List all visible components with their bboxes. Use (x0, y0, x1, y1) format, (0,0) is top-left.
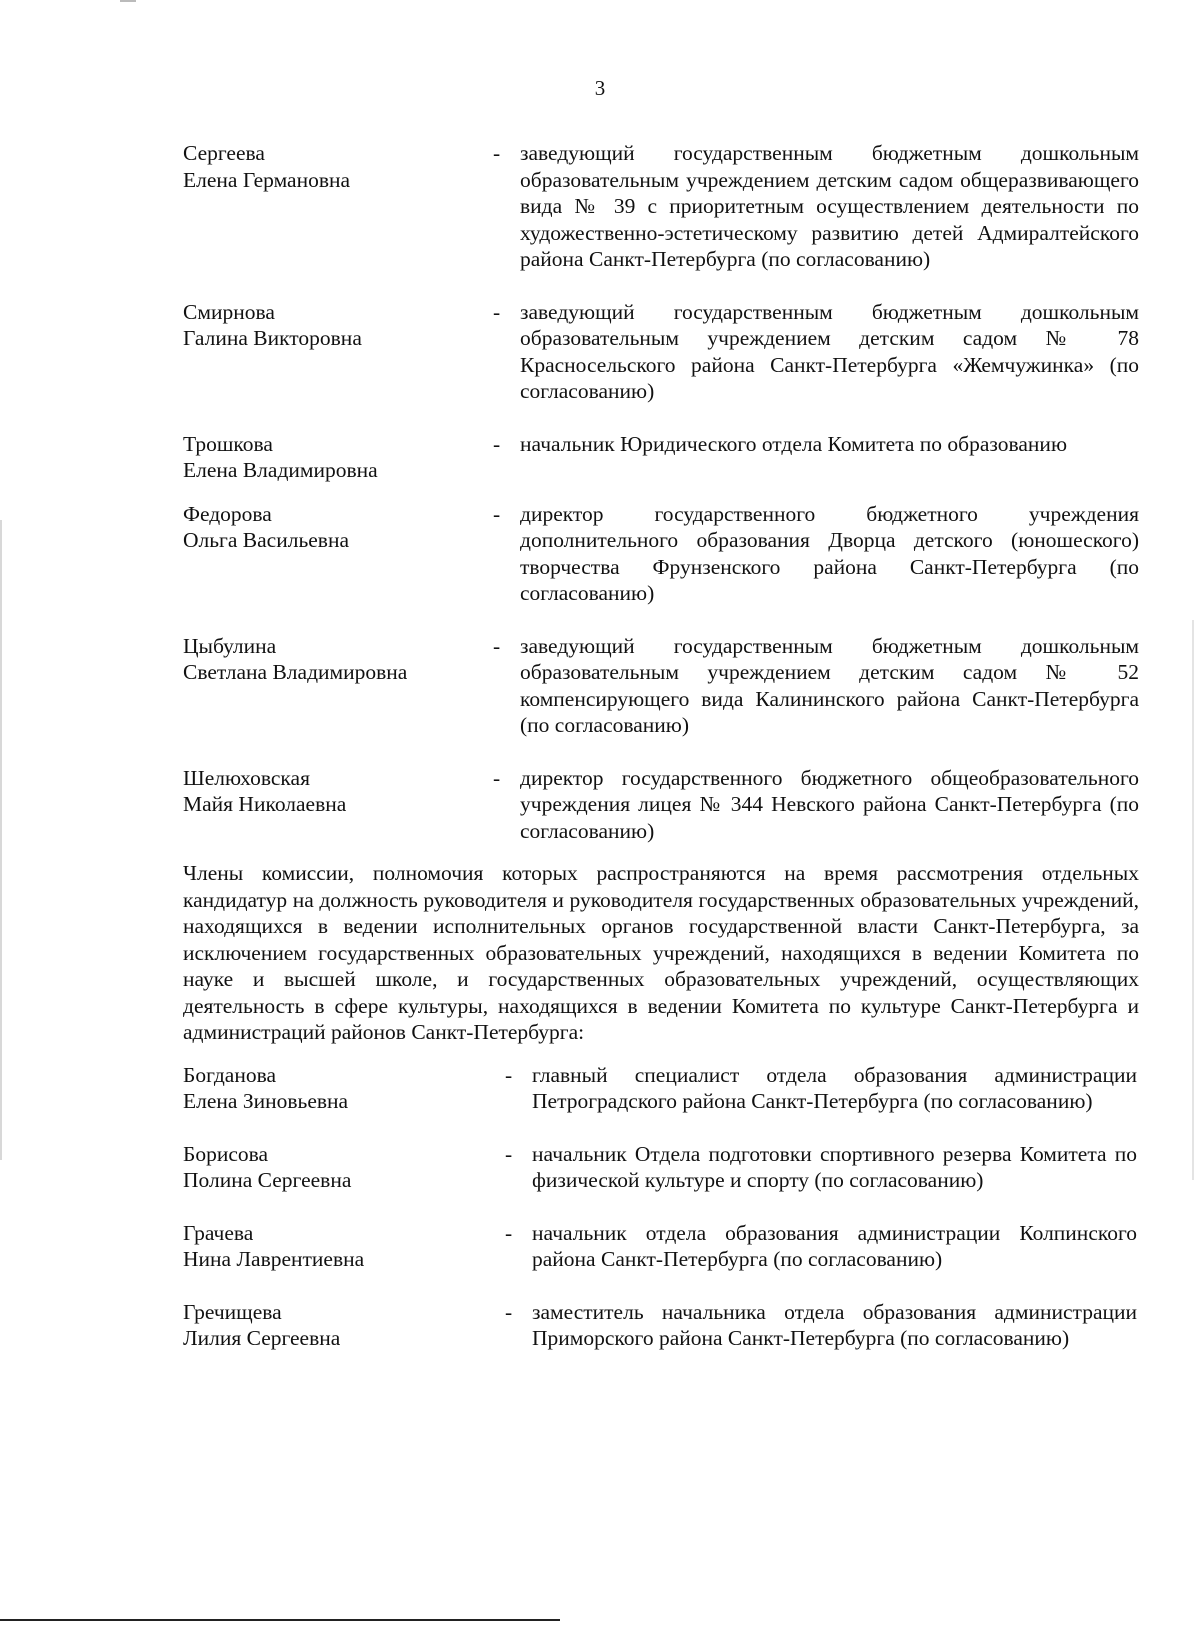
member-given-names: Ольга Васильевна (183, 528, 350, 552)
page-number: 3 (594, 76, 606, 100)
member-surname: Богданова (183, 1062, 276, 1087)
member-position: начальник Юридического отдела Комитета по образованию (520, 431, 1068, 456)
scan-edge-right (1192, 620, 1194, 1180)
member-given-names: Нина Лаврентиевна (183, 1247, 365, 1271)
member-position: начальник отдела образования администрации Колпинского района Санкт-Петербурга (по согласованию) (532, 1220, 1137, 1271)
member-surname: Гречищева (183, 1299, 282, 1324)
member-surname: Борисова (183, 1141, 269, 1166)
member-name (183, 1141, 493, 1194)
member-given-names: Елена Германовна (183, 167, 351, 192)
dash-separator: - (493, 141, 501, 165)
member-position: заведующий государственным бюджетным дошкольным образовательным учреждением детским садом общеразвивающего вида № 39 с приоритетным осуществлением деятельности по художественно-эстетическому развитию детей Адмиралтейского района Санкт-Петербурга (по согласованию) (520, 141, 1139, 271)
member-name (183, 633, 493, 686)
member-position: директор государственного бюджетного общеобразовательного учреждения лицея № 344 Невского района Санкт-Петербурга (по согласованию) (520, 765, 1139, 843)
member-name (183, 1220, 493, 1273)
member-entry (183, 140, 1139, 273)
member-entry (183, 1299, 1139, 1352)
member-name (183, 1299, 493, 1352)
member-entry (183, 633, 1139, 739)
member-position: заведующий государственным бюджетным дошкольным образовательным учреждением детским садом № 52 компенсирующего вида Калининского района Санкт-Петербурга (по согласованию) (520, 633, 1139, 737)
member-position: заместитель начальника отдела образования администрации Приморского района Санкт-Петербурга (по согласованию) (532, 1299, 1137, 1350)
member-position: главный специалист отдела образования администрации Петроградского района Санкт-Петербурга (по согласованию) (532, 1062, 1137, 1113)
member-entry (183, 299, 1139, 405)
member-surname: Федорова (183, 501, 272, 526)
member-surname: Грачева (183, 1220, 254, 1245)
dash-separator: - (493, 633, 501, 658)
member-surname: Трошкова (183, 431, 273, 456)
members-paragraph: Члены комиссии, полномочия которых распространяются на время рассмотрения отдельных кандидатур на должность руководителя и руководителя государственных образовательных учреждений, находящихся в ведении исполнительных органов государственной власти Санкт-Петербурга, за исключением государственных образовательных учреждений, находящихся в ведении Комитета по науке и высшей школе, и государственных образовательных учреждений, осуществляющих деятельность в сфере культуры, находящихся в ведении Комитета по культуре Санкт-Петербурга и администраций районов Санкт-Петербурга: (183, 861, 1139, 1044)
member-given-names: Светлана Владимировна (183, 660, 408, 684)
scan-bottom-line (0, 1619, 560, 1621)
member-entry (183, 501, 1139, 607)
member-given-names: Елена Владимировна (183, 458, 378, 482)
member-entry (183, 1141, 1139, 1194)
member-given-names: Галина Викторовна (183, 326, 362, 350)
member-name (183, 765, 493, 818)
member-entry (183, 1220, 1139, 1273)
dash-separator: - (493, 765, 501, 790)
member-name (183, 1062, 493, 1115)
dash-separator: - (505, 1062, 513, 1087)
member-surname: Шелюховская (183, 765, 310, 790)
member-given-names: Лилия Сергеевна (183, 1326, 341, 1350)
member-given-names: Майя Николаевна (183, 792, 347, 816)
member-given-names: Елена Зиновьевна (183, 1089, 349, 1113)
member-surname: Цыбулина (183, 633, 277, 658)
dash-separator: - (505, 1141, 513, 1166)
dash-separator: - (493, 431, 501, 456)
member-name (183, 431, 493, 484)
member-name (183, 140, 493, 193)
member-entry (183, 1062, 1139, 1115)
dash-separator: - (493, 501, 501, 526)
dash-separator: - (505, 1299, 513, 1324)
dash-separator: - (505, 1220, 513, 1245)
dash-separator: - (493, 299, 501, 324)
member-entry (183, 765, 1139, 845)
member-name (183, 299, 493, 352)
member-position: директор государственного бюджетного учреждения дополнительного образования Дворца детского (юношеского) творчества Фрунзенского района Санкт-Петербурга (по согласованию) (520, 501, 1139, 605)
member-position: начальник Отдела подготовки спортивного резерва Комитета по физической культуре и спорту (по согласованию) (532, 1141, 1137, 1192)
document-content (183, 140, 1139, 1352)
member-given-names: Полина Сергеевна (183, 1168, 352, 1192)
member-position: заведующий государственным бюджетным дошкольным образовательным учреждением детским садом № 78 Красносельского района Санкт-Петербурга «Жемчужинка» (по согласованию) (520, 299, 1139, 403)
member-entry (183, 431, 1139, 484)
scan-edge-left (0, 520, 2, 1160)
member-name (183, 501, 493, 554)
member-surname: Смирнова (183, 299, 275, 324)
member-surname: Сергеева (183, 141, 265, 165)
scan-mark (120, 0, 136, 2)
